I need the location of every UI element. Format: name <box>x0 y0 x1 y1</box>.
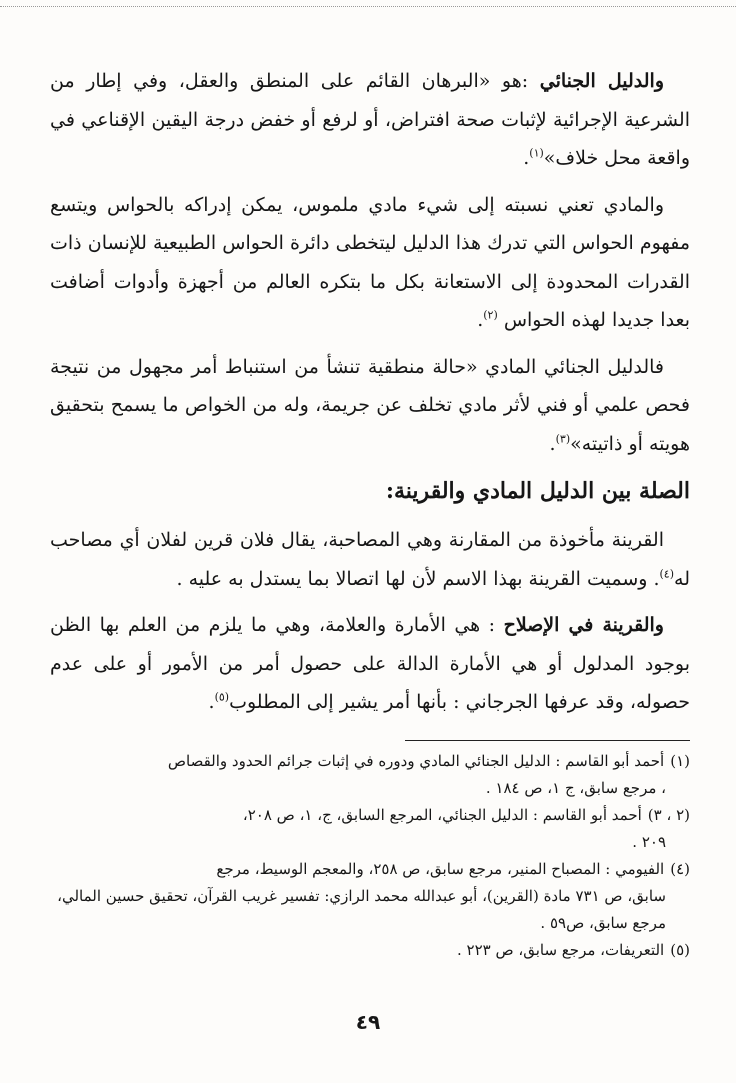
footnote-number: (٤) <box>670 860 690 878</box>
paragraph-text: : هي الأمارة والعلامة، وهي ما يلزم من العلم بها الظن بوجود المدلول أو هي الأمارة الدالة على حصول أمر من الأمور أو على عدم حصوله، وقد عرفها الجرجاني : بأنها أمر يشير إلى المطلوب <box>50 614 690 713</box>
top-border <box>0 6 736 7</box>
footnote-4 <box>50 937 690 964</box>
footnote-3-continuation: سابق، ص ٧٣١ مادة (القرين)، أبو عبدالله محمد الرازي: تفسير غريب القرآن، تحقيق حسين المالي، مرجع سابق، ص٥٩ . <box>57 887 666 932</box>
paragraph-tail: . وسميت القرينة بهذا الاسم لأن لها اتصالا بما يستدل به عليه . <box>176 567 660 590</box>
footnote-text: أحمد أبو القاسم : الدليل الجنائي المادي ودوره في إثبات جرائم الحدود والقصاص <box>167 752 665 770</box>
footnote-1 <box>50 748 690 775</box>
term-lead: والدليل الجنائي <box>539 70 664 92</box>
footnote-number: (٢ ، ٣) <box>647 806 690 824</box>
paragraph-tail: . <box>523 147 530 169</box>
paragraph-4 <box>50 521 690 598</box>
paragraph-text: القرينة مأخوذة من المقارنة وهي المصاحبة، يقال فلان قرين لفلان أي مصاحب له <box>50 529 690 590</box>
paragraph-tail: . <box>208 691 215 713</box>
section-heading: الصلة بين الدليل المادي والقرينة: <box>385 478 690 504</box>
paragraph-text: والمادي تعني نسبته إلى شيء مادي ملموس، يمكن إدراكه بالحواس ويتسع مفهوم الحواس التي تدرك هذا الدليل ليتخطى دائرة الحواس الطبيعية للإنسان ذات القدرات المحدودة إلى الاستعانة بكل ما بتكره العالم من أجهزة وأدوات أضافت بعدا جديدا لهذه الحواس <box>50 193 690 331</box>
footnote-number: (١) <box>670 752 690 770</box>
footnote-ref: (٥) <box>214 690 230 704</box>
footnote-text: أحمد أبو القاسم : الدليل الجنائي، المرجع السابق، ج، ١، ص ٢٠٨، <box>242 806 642 824</box>
footnote-text: التعريفات، مرجع سابق، ص ٢٢٣ . <box>456 941 665 959</box>
footnote-2-continuation: ٢٠٩ . <box>632 833 666 851</box>
footnote-2 <box>50 802 690 829</box>
term-lead: والقرينة في الإصلاح <box>503 614 664 636</box>
paragraph-tail: . <box>549 432 556 455</box>
footnote-1-continuation: ، مرجع سابق، ج ١، ص ١٨٤ . <box>485 779 666 797</box>
page-number: ٤٩ <box>355 1010 381 1034</box>
footnote-ref: (٢) <box>483 308 498 322</box>
footnote-text: الفيومي : المصباح المنير، مرجع سابق، ص ٢٥٨، والمعجم الوسيط، مرجع <box>216 860 665 878</box>
footnote-3 <box>50 856 690 883</box>
footnotes <box>50 748 690 964</box>
paragraph-2 <box>50 186 690 340</box>
footnote-divider <box>405 740 690 741</box>
footnote-ref: (١) <box>529 146 544 160</box>
paragraph-text: فالدليل الجنائي المادي «حالة منطقية تنشأ من استنباط أمر مجهول من نتيجة فحص علمي أو فني لأثر مادي تخلف عن جريمة، وله من الخواص ما يسمح بتحقيق هويته أو ذاتيته» <box>50 355 690 455</box>
paragraph-1 <box>50 62 690 178</box>
page-body <box>50 62 690 730</box>
footnote-ref: (٤) <box>659 567 675 581</box>
footnote-number: (٥) <box>670 941 690 959</box>
paragraph-3 <box>50 348 690 464</box>
footnote-ref: (٣) <box>555 432 571 446</box>
paragraph-5 <box>50 606 690 722</box>
paragraph-text: :هو «البرهان القائم على المنطق والعقل، وفي إطار من الشرعية الإجرائية لإثبات صحة افتراض، أو لرفع أو خفض درجة اليقين الإقناعي في واقعة محل خلاف» <box>50 70 690 169</box>
paragraph-tail: . <box>477 309 484 331</box>
